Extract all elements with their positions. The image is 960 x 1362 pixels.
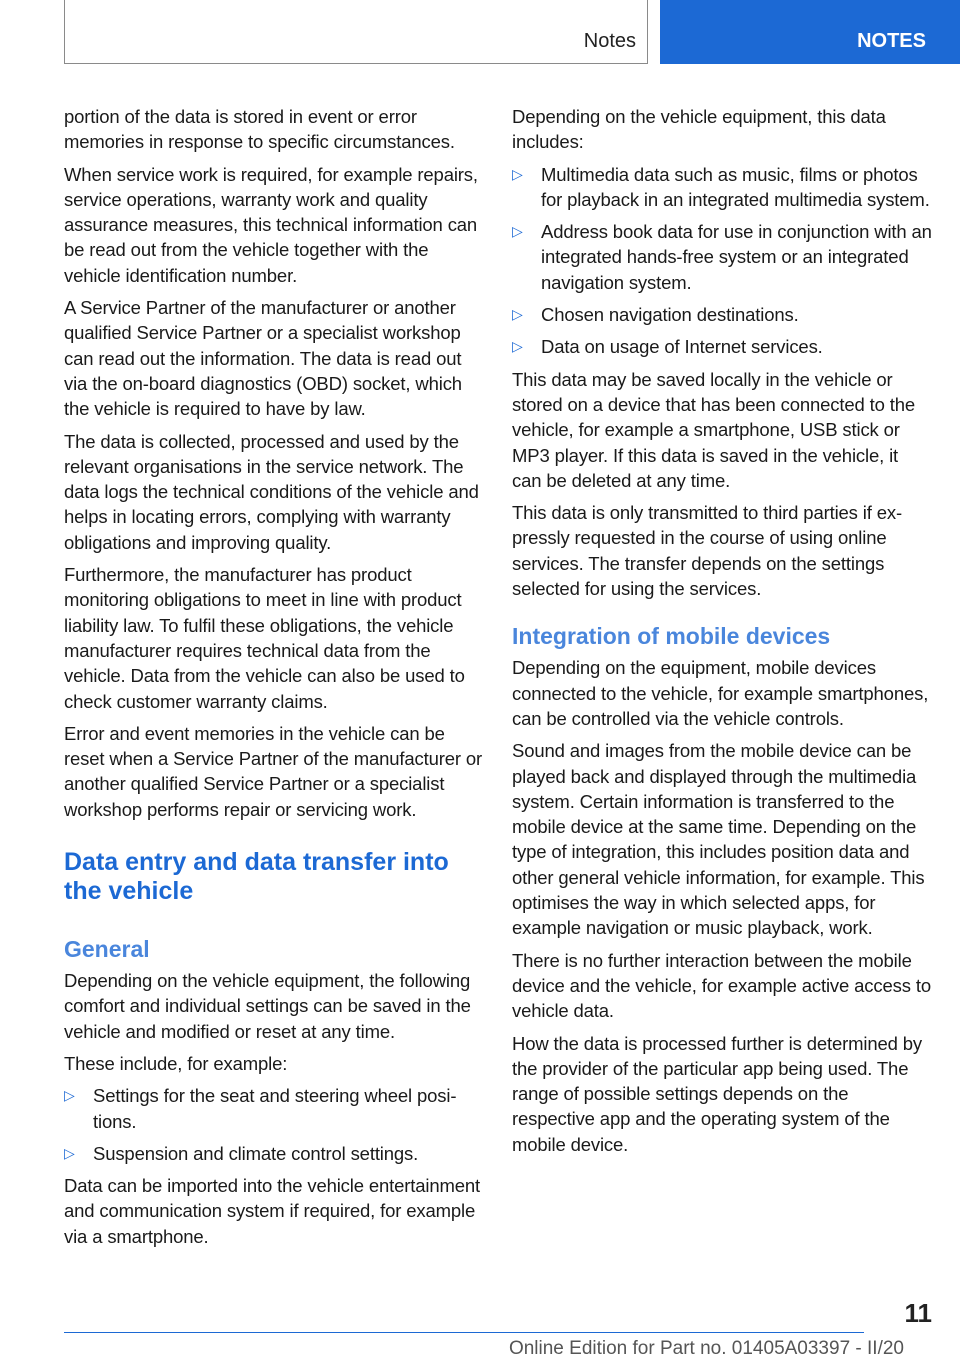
list-item [512, 219, 932, 295]
list-item [512, 302, 932, 327]
subsection-heading: Integration of mobile devices [512, 623, 831, 650]
paragraph: portion of the data is stored in event or error memories in response to specific circumstances. [64, 106, 455, 153]
list-item [64, 1141, 484, 1166]
paragraph: Furthermore, the manufacturer has product monitoring obligations to meet in line with product liability law. To fulfil these obligations, the vehicle manufacturer requires technical data from the vehicle. Data from the vehicle can also be used to check customer warranty claims. [64, 564, 465, 712]
page-number: 11 [904, 1298, 932, 1328]
list-item-text: Data on usage of Internet services. [541, 336, 823, 358]
header-chapter-tab: NOTES [660, 0, 960, 64]
triangle-bullet-icon: ▷ [512, 306, 523, 323]
list-item [64, 1083, 484, 1134]
list-item-text: Suspension and climate control settings. [93, 1142, 419, 1164]
paragraph: Depending on the vehicle equipment, this data includes: [512, 106, 886, 153]
left-column [64, 104, 484, 1256]
footer-divider [64, 1332, 864, 1333]
header-section-title: Notes [583, 30, 636, 52]
paragraph: There is no further interaction between the mobile device and the vehicle, for example active access to vehicle data. [512, 949, 931, 1022]
paragraph: Error and event memories in the vehicle can be reset when a Service Partner of the manufacturer or another qualified Service Partner or a specialist workshop performs repair or servicing work. [64, 722, 483, 820]
triangle-bullet-icon: ▷ [512, 338, 523, 355]
list-item-text: Chosen navigation destinations. [541, 304, 799, 326]
paragraph: How the data is processed further is determined by the provider of the particular app being used. The range of possible settings depends on the respective app and the operating system of the mobile device. [512, 1032, 922, 1155]
list-item-text: Settings for the seat and steering wheel positions. [93, 1085, 457, 1132]
paragraph: This data may be saved locally in the vehicle or stored on a device that has been connected to the vehicle, for example a smartphone, USB stick or MP3 player. If this data is saved in the vehicle, it can be deleted at any time. [512, 368, 916, 491]
subsection-heading: General [64, 936, 150, 963]
paragraph: Sound and images from the mobile device can be played back and displayed through the multimedia system. Certain information is transferred to the mobile device at the same time. Depending on the type of integration, this includes position data and other general vehicle information, for example. This optimises the way in which selected apps, for example navigation or music playback, work. [512, 740, 925, 939]
footer-edition-text: Online Edition for Part no. 01405A03397 - II/20 [508, 1338, 904, 1359]
triangle-bullet-icon: ▷ [64, 1087, 75, 1104]
list-item-text: Multimedia data such as music, films or photos for playback in an integrated multimedia system. [541, 163, 930, 210]
list-item [512, 162, 932, 213]
paragraph: These include, for example: [64, 1052, 288, 1074]
triangle-bullet-icon: ▷ [64, 1144, 75, 1161]
paragraph: Depending on the equipment, mobile devices connected to the vehicle, for example smartphones, can be controlled via the vehicle controls. [512, 657, 929, 729]
triangle-bullet-icon: ▷ [512, 165, 523, 182]
list-item [512, 334, 932, 359]
paragraph: This data is only transmitted to third parties if expressly requested in the course of using online services. The transfer depends on the settings selected for using the services. [512, 502, 903, 600]
section-heading: Data entry and data transfer into the vehicle [64, 848, 449, 906]
triangle-bullet-icon: ▷ [512, 223, 523, 240]
list-item-text: Address book data for use in conjunction with an integrated hands-free system or an integrated navigation system. [541, 221, 932, 293]
paragraph: Data can be imported into the vehicle entertainment and communication system if required, for example via a smartphone. [64, 1175, 481, 1247]
right-column [512, 104, 932, 1164]
paragraph: When service work is required, for example repairs, service operations, warranty work and quality assurance measures, this technical information can be read out from the vehicle together with the vehicle identification number. [64, 163, 478, 286]
paragraph: Depending on the vehicle equipment, the following comfort and individual settings can be saved in the vehicle and modified or reset at any time. [64, 970, 471, 1042]
header-frame [64, 0, 648, 64]
paragraph: The data is collected, processed and used by the relevant organisations in the service network. The data logs the technical conditions of the vehicle and helps in locating errors, complying with warranty obligations and improving quality. [64, 430, 479, 553]
paragraph: A Service Partner of the manufacturer or another qualified Service Partner or a specialist workshop can read out the information. The data is read out via the on-board diagnostics (OBD) socket, which the vehicle is required to have by law. [64, 297, 462, 420]
